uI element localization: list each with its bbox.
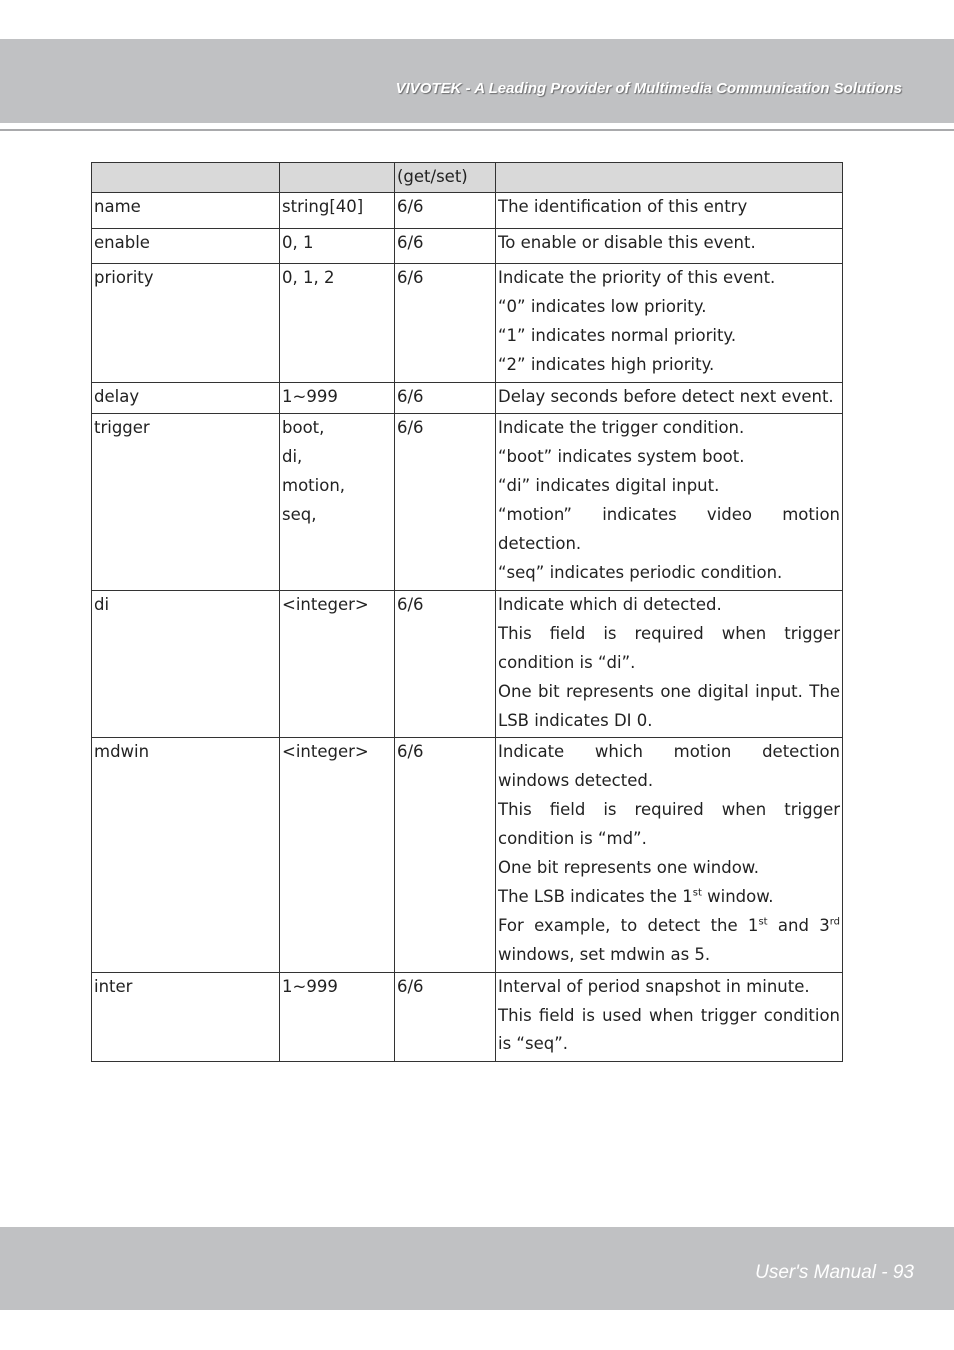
param-value: 1~999	[280, 972, 395, 1062]
table-row	[92, 414, 843, 590]
param-description: Indicate the trigger condition. “boot” indicates system boot. “di” indicates digital input. “motion” indicates video motion detection. “seq” indicates periodic condition.	[496, 414, 843, 590]
header-cell-security: (get/set)	[395, 163, 496, 193]
param-name: delay	[92, 382, 280, 414]
param-name: priority	[92, 263, 280, 382]
table-row	[92, 263, 843, 382]
param-security: 6/6	[395, 192, 496, 228]
header-cell	[280, 163, 395, 193]
param-security: 6/6	[395, 972, 496, 1062]
page-number: User's Manual - 93	[755, 1262, 914, 1283]
param-value: 1~999	[280, 382, 395, 414]
param-security: 6/6	[395, 590, 496, 738]
param-name: di	[92, 590, 280, 738]
param-description: The identification of this entry	[496, 192, 843, 228]
param-value: boot, di, motion, seq,	[280, 414, 395, 590]
param-security: 6/6	[395, 228, 496, 263]
table-row	[92, 972, 843, 1062]
param-value: string[40]	[280, 192, 395, 228]
param-value: 0, 1	[280, 228, 395, 263]
param-security: 6/6	[395, 738, 496, 972]
param-value: 0, 1, 2	[280, 263, 395, 382]
table-row	[92, 192, 843, 228]
param-value: <integer>	[280, 590, 395, 738]
param-security: 6/6	[395, 382, 496, 414]
param-description: Indicate the priority of this event. “0” indicates low priority. “1” indicates normal priority. “2” indicates high priority.	[496, 263, 843, 382]
param-security: 6/6	[395, 414, 496, 590]
param-value: <integer>	[280, 738, 395, 972]
param-description: Interval of period snapshot in minute. This field is used when trigger condition is “seq”.	[496, 972, 843, 1062]
param-name: inter	[92, 972, 280, 1062]
param-description: To enable or disable this event.	[496, 228, 843, 263]
param-name: trigger	[92, 414, 280, 590]
param-security: 6/6	[395, 263, 496, 382]
parameter-table	[91, 162, 843, 1062]
table-row	[92, 228, 843, 263]
param-name: enable	[92, 228, 280, 263]
example-line: For example, to detect the 1st and 3rd windows, set mdwin as 5.	[498, 915, 840, 964]
param-description: Delay seconds before detect next event.	[496, 382, 843, 414]
table-row	[92, 590, 843, 738]
param-description: Indicate which motion detection windows detected. This field is required when trigger condition is “md”. One bit represents one window. The LSB indicates the 1st window. For example, to detect the 1st and 3rd windows, set mdwin as 5.	[496, 738, 843, 972]
param-name: name	[92, 192, 280, 228]
header-title: VIVOTEK - A Leading Provider of Multimedia Communication Solutions	[395, 80, 902, 97]
table-row	[92, 382, 843, 414]
lsb-line: The LSB indicates the 1st window.	[498, 886, 774, 906]
param-description: Indicate which di detected. This field is required when trigger condition is “di”. One bit represents one digital input. The LSB indicates DI 0.	[496, 590, 843, 738]
header-divider	[0, 129, 954, 131]
header-cell	[92, 163, 280, 193]
table-header-row	[92, 163, 843, 193]
header-cell	[496, 163, 843, 193]
table-row	[92, 738, 843, 972]
param-name: mdwin	[92, 738, 280, 972]
